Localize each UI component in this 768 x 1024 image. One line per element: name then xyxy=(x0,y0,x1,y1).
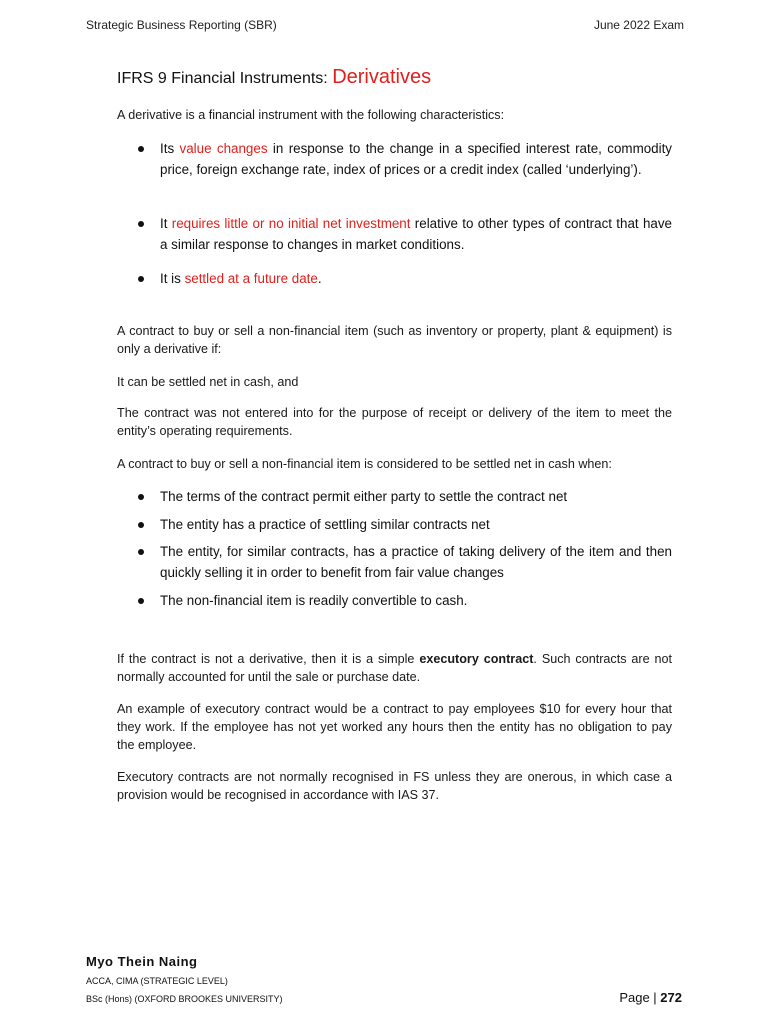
page-number xyxy=(619,990,682,1005)
characteristic-highlight: settled at a future date xyxy=(184,271,318,286)
net-cash-item: The terms of the contract permit either party to settle the contract net xyxy=(160,489,568,504)
author-degree: BSc (Hons) (OXFORD BROOKES UNIVERSITY) xyxy=(86,994,283,1004)
page-title-accent: Derivatives xyxy=(332,66,432,88)
page-number-value: 272 xyxy=(660,990,682,1005)
example-paragraph: An example of executory contract would be a contract to pay employees $10 for every hour that they work. If the employee has not yet worked any hours then the entity has no obligation to pay the employee. xyxy=(117,702,672,752)
author-credentials: ACCA, CIMA (STRATEGIC LEVEL) xyxy=(86,976,228,986)
executory-paragraph xyxy=(117,650,672,686)
characteristic-text: It xyxy=(160,216,172,231)
characteristic-item xyxy=(160,269,672,290)
characteristic-text: It is xyxy=(160,271,185,286)
net-cash-item: The non-financial item is readily convertible to cash. xyxy=(160,593,468,608)
characteristic-highlight: requires little or no initial net investment xyxy=(171,216,411,231)
characteristic-text: Its xyxy=(160,141,180,156)
bullet-dot xyxy=(138,522,144,528)
nonfinancial-paragraph: A contract to buy or sell a non-financial item (such as inventory or property, plant & equipment) is only a derivative if: xyxy=(117,324,672,356)
not-entered-paragraph: The contract was not entered into for the purpose of receipt or delivery of the item to meet the entity’s operating requirements. xyxy=(117,406,672,438)
net-cash-item: The entity, for similar contracts, has a practice of taking delivery of the item and then quickly selling it in order to benefit from fair value changes xyxy=(160,544,672,580)
bullet-dot xyxy=(138,549,144,555)
considered-paragraph: A contract to buy or sell a non-financial item is considered to be settled net in cash when: xyxy=(117,457,612,471)
page-label: Page | xyxy=(619,990,661,1005)
header-exam-date: June 2022 Exam xyxy=(593,18,684,32)
bullet-dot xyxy=(138,276,144,282)
characteristic-text: in response to the change in a specified interest rate, commodity price, foreign exchange rate, index of prices or a credit index (called ‘underlying’). xyxy=(160,141,673,177)
bullet-dot xyxy=(138,494,144,500)
bullet-dot xyxy=(138,146,144,152)
author-name: Myo Thein Naing xyxy=(86,954,198,969)
recognised-paragraph: Executory contracts are not normally recognised in FS unless they are onerous, in which case a provision would be recognised in accordance with IAS 37. xyxy=(117,770,672,802)
characteristic-item xyxy=(160,139,672,180)
page-title xyxy=(117,66,431,89)
characteristic-highlight: value changes xyxy=(179,141,268,156)
characteristic-item xyxy=(160,214,672,255)
characteristic-text: . xyxy=(317,271,322,286)
executory-term: executory contract xyxy=(419,652,534,666)
executory-text: If the contract is not a derivative, then it is a simple xyxy=(117,652,420,666)
characteristic-text: relative to other types of contract that have a similar response to changes in market conditions. xyxy=(160,216,672,252)
bullet-dot xyxy=(138,598,144,604)
net-cash-item: The entity has a practice of settling similar contracts net xyxy=(160,517,490,532)
settled-net-paragraph: It can be settled net in cash, and xyxy=(117,375,299,389)
intro-paragraph: A derivative is a financial instrument with the following characteristics: xyxy=(117,108,505,122)
page-title-prefix: IFRS 9 Financial Instruments: xyxy=(117,70,333,87)
header-document-title: Strategic Business Reporting (SBR) xyxy=(86,18,277,32)
executory-text: . Such contracts are not normally accounted for until the sale or purchase date. xyxy=(117,652,673,684)
bullet-dot xyxy=(138,221,144,227)
